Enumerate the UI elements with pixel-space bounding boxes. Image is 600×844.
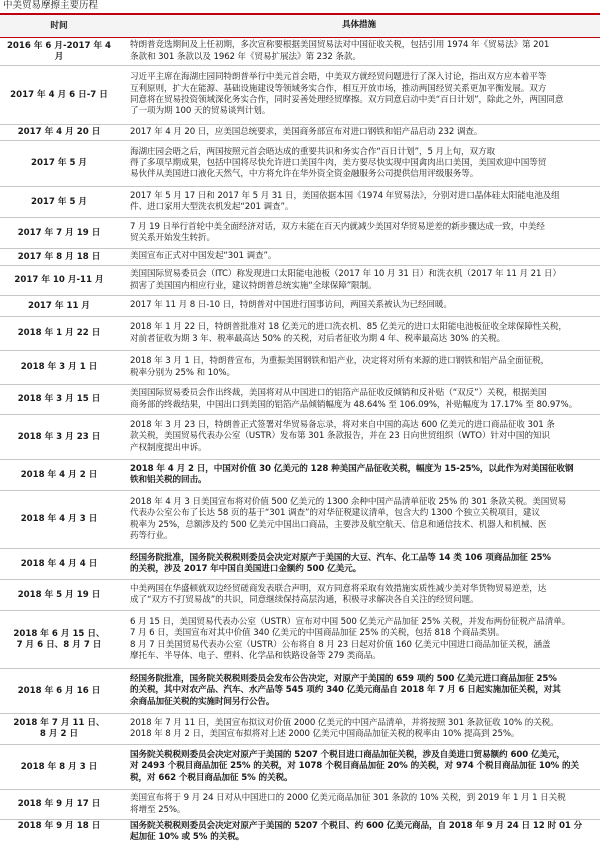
row-measure-text: 2017 年 4 月 20 日，应美国总统要求，美国商务部宣布对进口钢铁和铝产品启动 232 调查。 xyxy=(130,126,483,137)
row-date: 2018 年 9 月 18 日 xyxy=(17,821,101,831)
table-row xyxy=(0,141,600,187)
row-date: 2018 年 8 月 3 日 xyxy=(20,761,98,772)
table-row xyxy=(0,385,600,415)
row-measure-text: 2018 年 1 月 22 日，特朗普批准对 18 亿美元的进口洗衣机、85 亿美元的进口太阳能电池板征收全球保障性关税， 对前者征收为期 3 年、税率最高达 50% 的关税，对后者征收为期 4 年、税率最高达 30% 的关税。 xyxy=(130,322,567,344)
table-row xyxy=(0,745,600,790)
row-measure-text: 2018 年 3 月 23 日，特朗普正式签署对华贸易备忘录，将对来自中国的高达 600 亿美元的进口商品征收 301 条 款关税，美国贸易代表办公室（USTR）发布第 301 条款报告，并在 23 日向世贸组织（WTO）针对中国的知识 产权制度提出申诉。 xyxy=(130,420,555,453)
row-measure-text: 国务院关税税则委员会决定对原产于美国的 5207 个税目、约 600 亿美元商品，自 2018 年 9 月 24 日 12 时 01 分 起加征 10% 或 5% 的关税。 xyxy=(130,821,583,843)
row-date: 2018 年 5 月 19 日 xyxy=(17,589,101,600)
row-date: 2018 年 7 月 11 日、 8 月 2 日 xyxy=(13,718,105,739)
row-date: 2018 年 3 月 23 日 xyxy=(17,431,101,442)
row-measure-text: 6 月 15 日，美国贸易代表办公室（USTR）宣布对中国 500 亿美元产品加征 25% 关税，并发布两份征税产品清单。 7 月 6 日，美国宣布对其中价值 340 亿美元的中国商品加征 25% 的关税，包括 818 个商品类别。 8 月 7 日美国贸易代表办公室（USTR）公布将自 8 月 23 日起对价值 160 亿美元中国进口商品加征关税，涵盖 摩托车、半导体、电子、塑料、化学品和铁路设备等 279 类商品。 xyxy=(130,616,571,661)
row-measure xyxy=(118,745,600,789)
row-date: 2016 年 6 月-2017 年 4 月 xyxy=(6,40,112,62)
table-row xyxy=(0,187,600,218)
table-row xyxy=(0,491,600,549)
table-row xyxy=(0,296,600,317)
row-measure-text: 2018 年 7 月 11 日，美国宣布拟议对价值 2000 亿美元的中国产品清单，并将按照 301 条款征收 10% 的关税。 2018 年 8 月 2 日，美国宣布拟将对上述 2000 亿美元中国商品加征关税的税率由 10% 提高到 25%。 xyxy=(130,717,559,739)
row-measure-text: 美国宣布将于 9 月 24 日对从中国进口的 2000 亿美元商品加征 301 条款的 10% 关税，到 2019 年 1 月 1 日关税 将增至 25%。 xyxy=(130,793,566,815)
table-row xyxy=(0,218,600,249)
row-measure xyxy=(118,385,600,414)
table-row xyxy=(0,460,600,491)
row-date: 2017 年 5 月 xyxy=(30,158,88,168)
row-measure-text: 海湖庄园会晤之后，两国按照元首会晤达成的重要共识和务实合作“百日计划”，5 月上旬，双方取 得了多项早期成果，包括中国将尽快允许进口美国牛肉，美方要尽快实现中国禽肉出口美国，美国欢迎中国等贸 易伙伴从美国进口液化天然气，中方将允许在华外资全资金融服务公司提供信用评级服务等。 xyxy=(130,146,547,180)
table-row xyxy=(0,249,600,266)
row-measure xyxy=(118,249,600,265)
row-measure xyxy=(118,415,600,459)
table-row xyxy=(0,549,600,580)
table-row xyxy=(0,611,600,669)
row-measure-text: 美国国际贸易委员会作出终裁，美国将对从中国进口的铝箔产品征收反倾销和反补贴（“双反”）关税，根据美国 商务部的终裁结果，中国出口到美国的铝箔产品倾销幅度为 48.64% 至 106.09%，补贴幅度为 17.17% 至 80.97%。 xyxy=(130,388,578,410)
table-row xyxy=(0,669,600,714)
row-measure xyxy=(118,141,600,186)
table-row xyxy=(0,125,600,141)
row-measure-text: 2018 年 4 月 3 日美国宣布将对价值 500 亿美元的 1300 余种中国产品清单征收 25% 的 301 条款关税。美国贸易 代表办公室公布了长达 58 页的基于“301 调查”的对华征税建议清单，包含大约 1300 个独立关税项目，建议 税率为 25%，总额涉及约 500 亿美元中国出口商品，主要涉及航空航天、信息和通信技术、机器人和机械、医 药等行业。 xyxy=(130,496,567,541)
row-date: 2017 年 8 月 18 日 xyxy=(17,251,101,262)
row-measure xyxy=(118,351,600,384)
row-measure-text: 美国宣布正式对中国发起“301 调查”。 xyxy=(130,251,277,262)
row-date: 2017 年 10 月-11 月 xyxy=(14,275,104,285)
row-measure-text: 7 月 19 日举行首轮中美全面经济对话，双方未能在百天内就减少美国对华贸易逆差的新步骤达成一致，中美经 贸关系开始发生转折。 xyxy=(130,221,545,243)
table-row xyxy=(0,714,600,745)
row-measure xyxy=(118,714,600,744)
row-measure-text: 美国国际贸易委员会（ITC）称发现进口太阳能电池板（2017 年 10 月 31 日）和洗衣机（2017 年 11 月 21 日） 损害了美国国内相应行业，建议特朗普总统实施“全球保障”限制。 xyxy=(130,269,561,291)
row-measure-text: 特朗普竞选期间及上任初期，多次宣称要根据美国贸易法对中国征收关税，包括引用 1974 年《贸易法》第 201 条款和 301 条款以及 1962 年《贸易扩展法》第 232 条款。 xyxy=(130,40,550,62)
row-measure-text: 2018 年 4 月 2 日，中国对价值 30 亿美元的 128 种美国产品征收关税，幅度为 15-25%，以此作为对美国征收钢 铁和铝关税的回击。 xyxy=(130,463,574,485)
table-header xyxy=(0,13,600,38)
row-measure xyxy=(118,66,600,124)
row-date: 2018 年 9 月 17 日 xyxy=(17,799,101,809)
header-date: 时间 xyxy=(50,20,68,31)
row-date: 2017 年 5 月 xyxy=(30,196,88,207)
table-row xyxy=(0,580,600,611)
row-date: 2018 年 6 月 15 日、 7 月 6 日、8 月 7 日 xyxy=(13,628,105,650)
row-measure-text: 2017 年 11 月 8 日-10 日，特朗普对中国进行国事访问，两国关系被认为已经回暖。 xyxy=(130,300,452,311)
row-measure-text: 2017 年 5 月 17 日和 2017 年 5 月 31 日，美国依据本国《1974 年贸易法》，分别对进口晶体硅太阳能电池及组 件、进口家用大型洗衣机发起“201 调查”。 xyxy=(130,190,560,212)
header-measures: 具体措施 xyxy=(342,20,376,31)
row-date: 2018 年 1 月 22 日 xyxy=(17,328,101,338)
row-measure xyxy=(118,790,600,819)
row-measure-text: 经国务院批准，国务院关税税则委员会发布公告决定，对原产于美国的 659 项约 500 亿美元进口商品加征 25% 的关税，其中对农产品、汽车、水产品等 545 项约 340 亿美元商品自 2018 年 7 月 6 日起实施加征关税，对其 余商品加征关税的实施时间另行公告。 xyxy=(130,674,561,707)
trade-friction-table xyxy=(0,13,600,843)
row-date: 2018 年 4 月 4 日 xyxy=(20,558,98,569)
row-measure xyxy=(118,125,600,140)
row-measure xyxy=(118,38,600,65)
row-measure xyxy=(118,296,600,316)
table-row xyxy=(0,415,600,460)
row-measure xyxy=(118,460,600,490)
row-measure xyxy=(118,820,600,844)
row-measure xyxy=(118,611,600,668)
row-measure-text: 2018 年 3 月 1 日，特朗普宣布，为重振美国钢铁和铝产业，决定将对所有来源的进口钢铁和铝产品全面征税， 税率分别为 25% 和 10%。 xyxy=(130,356,550,378)
row-date: 2018 年 4 月 2 日 xyxy=(20,469,98,480)
row-date: 2017 年 4 月 20 日 xyxy=(17,127,101,137)
row-measure xyxy=(118,491,600,548)
row-date: 2018 年 3 月 15 日 xyxy=(17,394,101,404)
table-row xyxy=(0,266,600,296)
table-row xyxy=(0,66,600,125)
table-row xyxy=(0,351,600,385)
table-row xyxy=(0,820,600,843)
row-measure xyxy=(118,266,600,295)
row-measure xyxy=(118,669,600,713)
table-row xyxy=(0,317,600,351)
row-measure xyxy=(118,187,600,217)
row-measure xyxy=(118,549,600,579)
row-measure-text: 国务院关税税则委员会决定对原产于美国的 5207 个税目进口商品加征关税，涉及自美进口贸易额约 600 亿美元， 对 2493 个税目商品加征 25% 的关税，对 1078 个税目商品加征 20% 的关税，对 974 个税目商品加征 10% 的关 税，对 662 个税目商品加征 5% 的关税。 xyxy=(130,750,579,783)
row-date: 2018 年 6 月 16 日 xyxy=(17,685,101,696)
table-row xyxy=(0,790,600,820)
page-title: 中美贸易摩擦主要历程 xyxy=(3,0,99,11)
row-date: 2018 年 3 月 1 日 xyxy=(20,362,98,372)
row-date: 2017 年 4 月 6 日-7 日 xyxy=(10,89,108,100)
row-measure xyxy=(118,317,600,350)
table-row xyxy=(0,38,600,66)
row-date: 2018 年 4 月 3 日 xyxy=(20,514,98,524)
row-measure-text: 习近平主席在海湖庄园同特朗普举行中美元首会晤，中美双方就经贸问题进行了深入讨论，指出双方应本着平等 互利原则，扩大在能源、基础设施建设等领域务实合作，相互开放市场，推动两国经贸关系更加平衡发展。双方 同意将在贸易投资领域深化务实合作，同时妥善处理经贸摩擦。双方同意启动中美“百日计划”，除此之外，两国同意 了一项为期 100 天的贸易谈判计划。 xyxy=(130,72,564,117)
row-measure-text: 经国务院批准，国务院关税税则委员会决定对原产于美国的大豆、汽车、化工品等 14 类 106 项商品加征 25% 的关税，涉及 2017 年中国自美国进口金额约 500 亿美元。 xyxy=(130,552,551,574)
row-date: 2017 年 7 月 19 日 xyxy=(17,227,101,238)
row-measure-text: 中美两国在华盛顿就双边经贸磋商发表联合声明，双方同意将采取有效措施实质性减少美对华货物贸易逆差，达 成了“双方不打贸易战”的共识，同意继续保持高层沟通，积极寻求解决各自关注的经贸问题。 xyxy=(130,583,547,605)
row-date: 2017 年 11 月 xyxy=(27,300,91,311)
row-measure xyxy=(118,580,600,610)
row-measure xyxy=(118,218,600,248)
